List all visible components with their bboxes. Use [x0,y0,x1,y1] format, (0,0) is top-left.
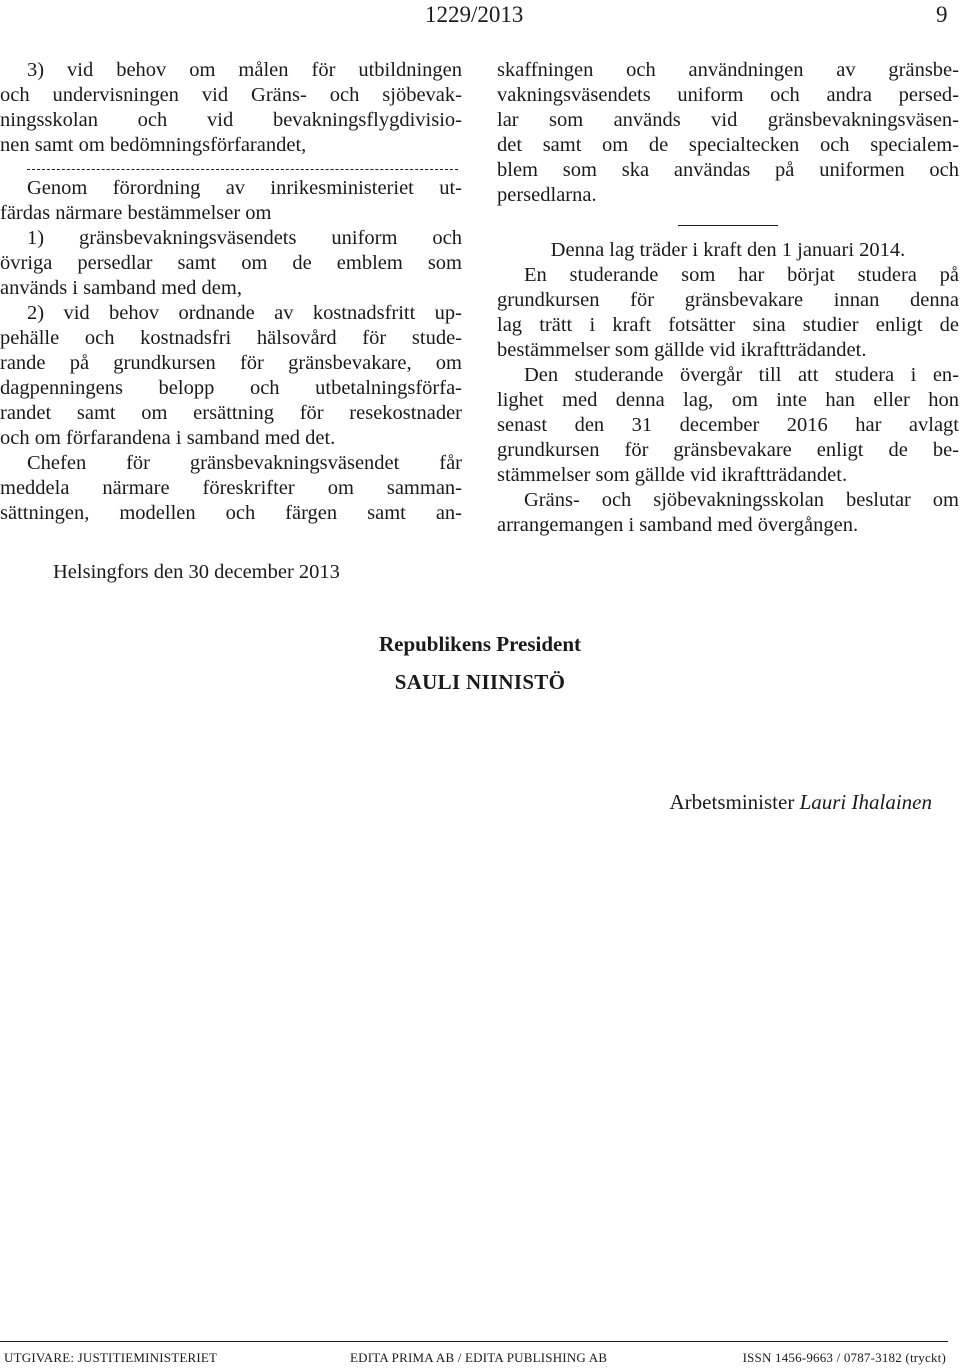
text-line: 2) vid behov ordnande av kostnadsfritt up- [27,302,462,324]
text-line: nen samt om bedömningsförfarandet, [0,134,307,156]
left-column [0,58,462,526]
text-line: skaffningen och användningen av gränsbe- [497,59,959,81]
text-line: lighet med denna lag, om inte han eller hon [497,389,959,411]
text-line: lar som används vid gränsbevakningsväsen- [497,109,959,131]
text-line: persedlarna. [497,184,597,206]
text-line: Chefen för gränsbevakningsväsendet får [27,452,462,474]
text-line: ningsskolan och vid bevakningsflygdivisio- [0,109,462,131]
text-line: arrangemangen i samband med övergången. [497,514,859,536]
text-line: sättningen, modellen och färgen samt an- [0,502,462,524]
minister-signature [670,788,932,816]
paragraph-point-3 [0,58,462,158]
minister-name: Lauri Ihalainen [799,790,932,814]
text-line: och om förfarandena i samband med det. [0,427,336,449]
president-title: Republikens President [378,632,582,656]
text-line: övriga persedlar samt om de emblem som [0,252,462,274]
paragraph-continued [497,58,959,208]
text-line: bestämmelser som gällde vid ikraftträdandet. [497,339,867,361]
text-line: det samt om de specialtecken och specialem- [497,134,959,156]
right-column [497,58,959,538]
text-line: Genom förordning av inrikesministeriet ut- [27,177,462,199]
paragraph-entry-into-force [497,238,959,263]
paragraph-decree [0,176,462,226]
text-line: En studerande som har börjat studera på [524,264,959,286]
text-line: pehälle och kostnadsfri hälsovård för stude- [0,327,462,349]
text-line: rande på grundkursen för gränsbevakare, om [0,352,462,374]
text-line: 3) vid behov om målen för utbildningen [27,59,462,81]
issue-number: 1229/2013 [425,2,524,27]
text-line: Gräns- och sjöbevakningsskolan beslutar om [524,489,959,511]
text-line: och undervisningen vid Gräns- och sjöbevak- [0,84,462,106]
footer-printer: EDITA PRIMA AB / EDITA PUBLISHING AB [350,1350,608,1365]
text-line: Den studerande övergår till att studera i en- [524,364,959,386]
paragraph-transition [497,263,959,538]
text-line: används i samband med dem, [0,277,242,299]
footer-issn: ISSN 1456-9663 / 0787-3182 (tryckt) [742,1350,946,1365]
text-line: Denna lag träder i kraft den 1 januari 2014. [550,239,906,261]
text-line: senast den 31 december 2016 har avlagt [497,414,959,436]
minister-title: Arbetsminister [669,790,795,814]
text-line: lag trätt i kraft fotsätter sina studier enligt de [497,314,959,336]
text-line: meddela närmare föreskrifter om samman- [0,477,462,499]
text-line: randet samt om ersättning för resekostnader [0,402,462,424]
paragraph-point-1 [0,226,462,301]
text-line: stämmelser som gällde vid ikraftträdandet. [497,464,848,486]
footer-rule [0,1341,948,1342]
paragraph-chief [0,451,462,526]
page-number: 9 [936,2,948,27]
text-line: grundkursen för gränsbevakare enligt de be- [497,439,959,461]
text-line: dagpenningens belopp och utbetalningsförfa- [0,377,462,399]
separator-rule [678,225,778,226]
omission-dash-line [0,158,462,176]
paragraph-point-2 [0,301,462,451]
place-and-date: Helsingfors den 30 december 2013 [53,561,340,583]
text-line: 1) gränsbevakningsväsendets uniform och [27,227,462,249]
text-line: blem som ska användas på uniformen och [497,159,959,181]
president-name: SAULI NIINISTÖ [394,670,566,694]
footer-publisher: UTGIVARE: JUSTITIEMINISTERIET [4,1350,218,1365]
text-line: grundkursen för gränsbevakare innan denna [497,289,959,311]
text-line: färdas närmare bestämmelser om [0,202,272,224]
text-line: vakningsväsendets uniform och andra persed- [497,84,959,106]
